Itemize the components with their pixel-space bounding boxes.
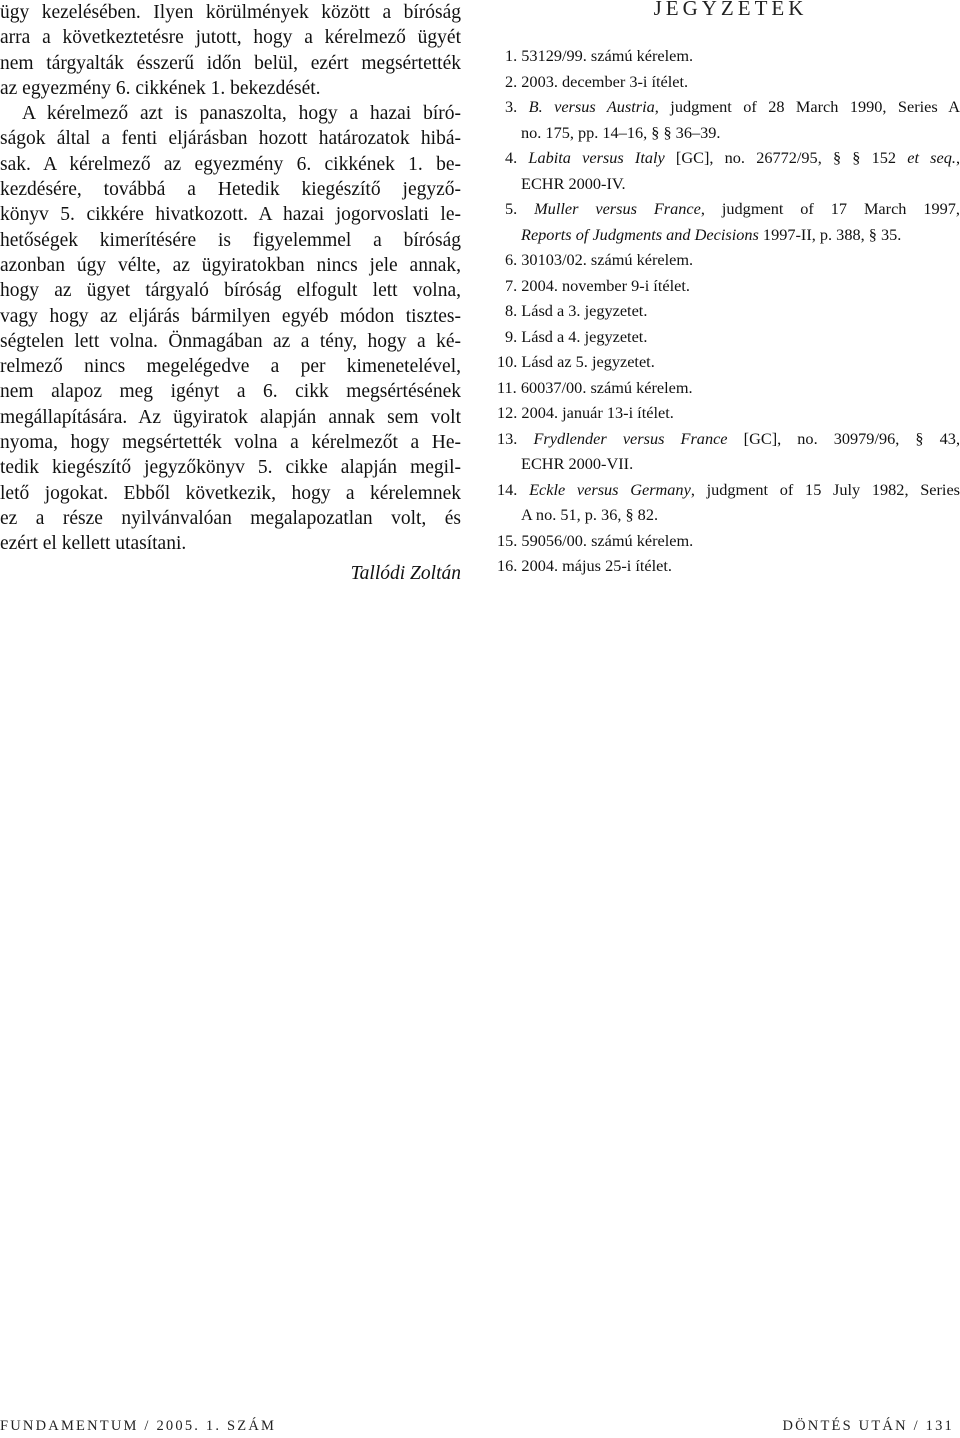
note-text: 4. <box>505 148 529 167</box>
note-line <box>497 171 960 197</box>
note-text: ECHR 2000-IV. <box>521 173 626 193</box>
text-line: ezért el kellett utasítani. <box>0 533 187 555</box>
note-line <box>497 375 960 401</box>
note-text: 15. 59056/00. számú kérelem. <box>497 530 694 550</box>
note-text: [GC], no. 30979/96, § 43, <box>727 428 960 448</box>
text-line: nyoma, hogy megsértették volna a kérelmezőt a He- <box>0 432 461 454</box>
note-text: ECHR 2000-VII. <box>521 454 634 473</box>
note-title: et seq. <box>907 148 956 167</box>
notes-heading: JEGYZETEK <box>653 0 808 20</box>
text-line: ez a része nyilvánvalóan megalapozatlan volt, és <box>0 507 461 529</box>
note-item <box>497 94 960 145</box>
note-line <box>497 553 960 579</box>
note-item <box>497 145 960 196</box>
note-line <box>497 222 960 248</box>
note-text: , judgment of 28 March 1990, Series A <box>654 97 960 116</box>
text-line: könyv 5. cikkére hivatkozott. A hazai jogorvoslati le- <box>0 204 461 226</box>
text-line: az egyezmény 6. cikkének 1. bekezdését. <box>0 77 321 99</box>
text-line: relmező nincs megelégedve a per kimenetelével, <box>0 356 461 378</box>
note-item <box>497 196 960 247</box>
note-text: 1997-II, p. 388, § 35. <box>758 224 902 244</box>
note-line <box>497 273 960 299</box>
note-line <box>497 43 960 69</box>
note-item <box>497 298 960 324</box>
note-line <box>497 145 960 171</box>
note-text: , judgment of 15 July 1982, Series <box>690 479 960 499</box>
note-line <box>497 94 960 120</box>
note-line <box>497 426 960 452</box>
note-line <box>497 528 960 554</box>
note-text: , judgment of 17 March 1997, <box>700 199 960 218</box>
footer-page-number: DÖNTÉS UTÁN / 131 <box>782 1418 954 1434</box>
note-line <box>497 247 960 273</box>
note-item <box>497 553 960 579</box>
note-text: 2. 2003. december 3-i ítélet. <box>505 71 689 91</box>
note-text: 16. 2004. május 25-i ítélet. <box>497 556 672 575</box>
text-line: ügy kezelésében. Ilyen körülmények között a bíróság <box>0 2 461 23</box>
text-line: ségtelen lett volna. Önmagában az a tény, hogy a ké- <box>0 330 461 352</box>
text-line: azonban úgy vélte, az ügyiratokban nincs jele annak, <box>0 254 461 276</box>
note-title: Reports of Judgments and Decisions <box>521 224 759 244</box>
text-line: hogy az ügyet tárgyaló bíróság elfogult lett volna, <box>0 280 461 302</box>
note-title: Muller versus France <box>534 199 701 218</box>
note-text: no. 175, pp. 14–16, § § 36–39. <box>521 122 721 142</box>
note-item <box>497 400 960 426</box>
note-text: 8. Lásd a 3. jegyzetet. <box>505 301 648 320</box>
note-text: 3. <box>505 97 529 116</box>
text-line: hetőségek kimerítésére is figyelemmel a bíróság <box>0 229 461 251</box>
note-title: Labita versus Italy <box>528 148 665 167</box>
note-text: 7. 2004. november 9-i ítélet. <box>505 275 690 295</box>
note-line <box>497 298 960 324</box>
text-line: vagy hogy az eljárás bármilyen egyéb módon tisztes- <box>0 305 461 327</box>
note-text: 13. <box>497 428 534 448</box>
note-text: 9. Lásd a 4. jegyzetet. <box>505 326 648 346</box>
article-body <box>0 0 461 585</box>
note-line <box>497 120 960 146</box>
notes-list <box>497 43 960 579</box>
note-text: 1. 53129/99. számú kérelem. <box>505 46 694 65</box>
note-line <box>497 324 960 350</box>
note-text: 12. 2004. január 13-i ítélet. <box>497 403 674 422</box>
text-line: A kérelmező azt is panaszolta, hogy a hazai bíró- <box>22 103 461 125</box>
note-text: 6. 30103/02. számú kérelem. <box>505 250 694 269</box>
note-text: , <box>955 148 960 167</box>
note-item <box>497 273 960 299</box>
note-item <box>497 247 960 273</box>
text-line: nem tárgyalták ésszerű időn belül, ezért megsértették <box>0 52 461 74</box>
note-line <box>497 69 960 95</box>
note-text: 10. Lásd az 5. jegyzetet. <box>497 352 655 371</box>
text-line: ságok által a fenti eljárásban hozott határozatok hibá- <box>0 128 461 150</box>
text-line: arra a következtetésre jutott, hogy a kérelmező ügyét <box>0 27 461 49</box>
note-item <box>497 528 960 554</box>
notes-section <box>497 0 960 579</box>
text-line: sak. A kérelmező az egyezmény 6. cikkének 1. be- <box>0 153 461 175</box>
note-item <box>497 324 960 350</box>
text-line: megállapítására. Az ügyiratok alapján annak sem volt <box>0 406 461 428</box>
text-line: lető jogokat. Ebből következik, hogy a kérelemnek <box>0 482 461 504</box>
note-title: Eckle versus Germany <box>529 479 691 499</box>
note-line <box>497 349 960 375</box>
paragraph-2 <box>0 101 461 556</box>
note-line <box>497 451 960 477</box>
note-text: A no. 51, p. 36, § 82. <box>521 505 659 524</box>
note-item <box>497 69 960 95</box>
note-title: B. versus Austria <box>528 97 655 116</box>
note-item <box>497 349 960 375</box>
paragraph-1 <box>0 0 461 101</box>
note-item <box>497 43 960 69</box>
note-text: [GC], no. 26772/95, § § 152 <box>664 148 908 167</box>
footer-journal: FUNDAMENTUM / 2005. 1. SZÁM <box>0 1418 277 1434</box>
note-title: Frydlender versus France <box>533 428 728 448</box>
note-item <box>497 375 960 401</box>
author-signature: Tallódi Zoltán <box>350 562 461 584</box>
note-line <box>497 502 960 528</box>
note-line <box>497 400 960 426</box>
note-item <box>497 426 960 477</box>
note-line <box>497 477 960 503</box>
text-line: nem alapoz meg igényt a 6. cikk megsértésének <box>0 381 461 403</box>
note-text: 11. 60037/00. számú kérelem. <box>497 377 693 397</box>
note-text: 5. <box>505 199 535 218</box>
note-item <box>497 477 960 528</box>
text-line: kezdésére, továbbá a Hetedik kiegészítő jegyző- <box>0 179 461 201</box>
text-line: tedik kiegészítő jegyzőkönyv 5. cikke alapján megil- <box>0 457 461 479</box>
note-line <box>497 196 960 222</box>
note-text: 14. <box>497 479 530 499</box>
